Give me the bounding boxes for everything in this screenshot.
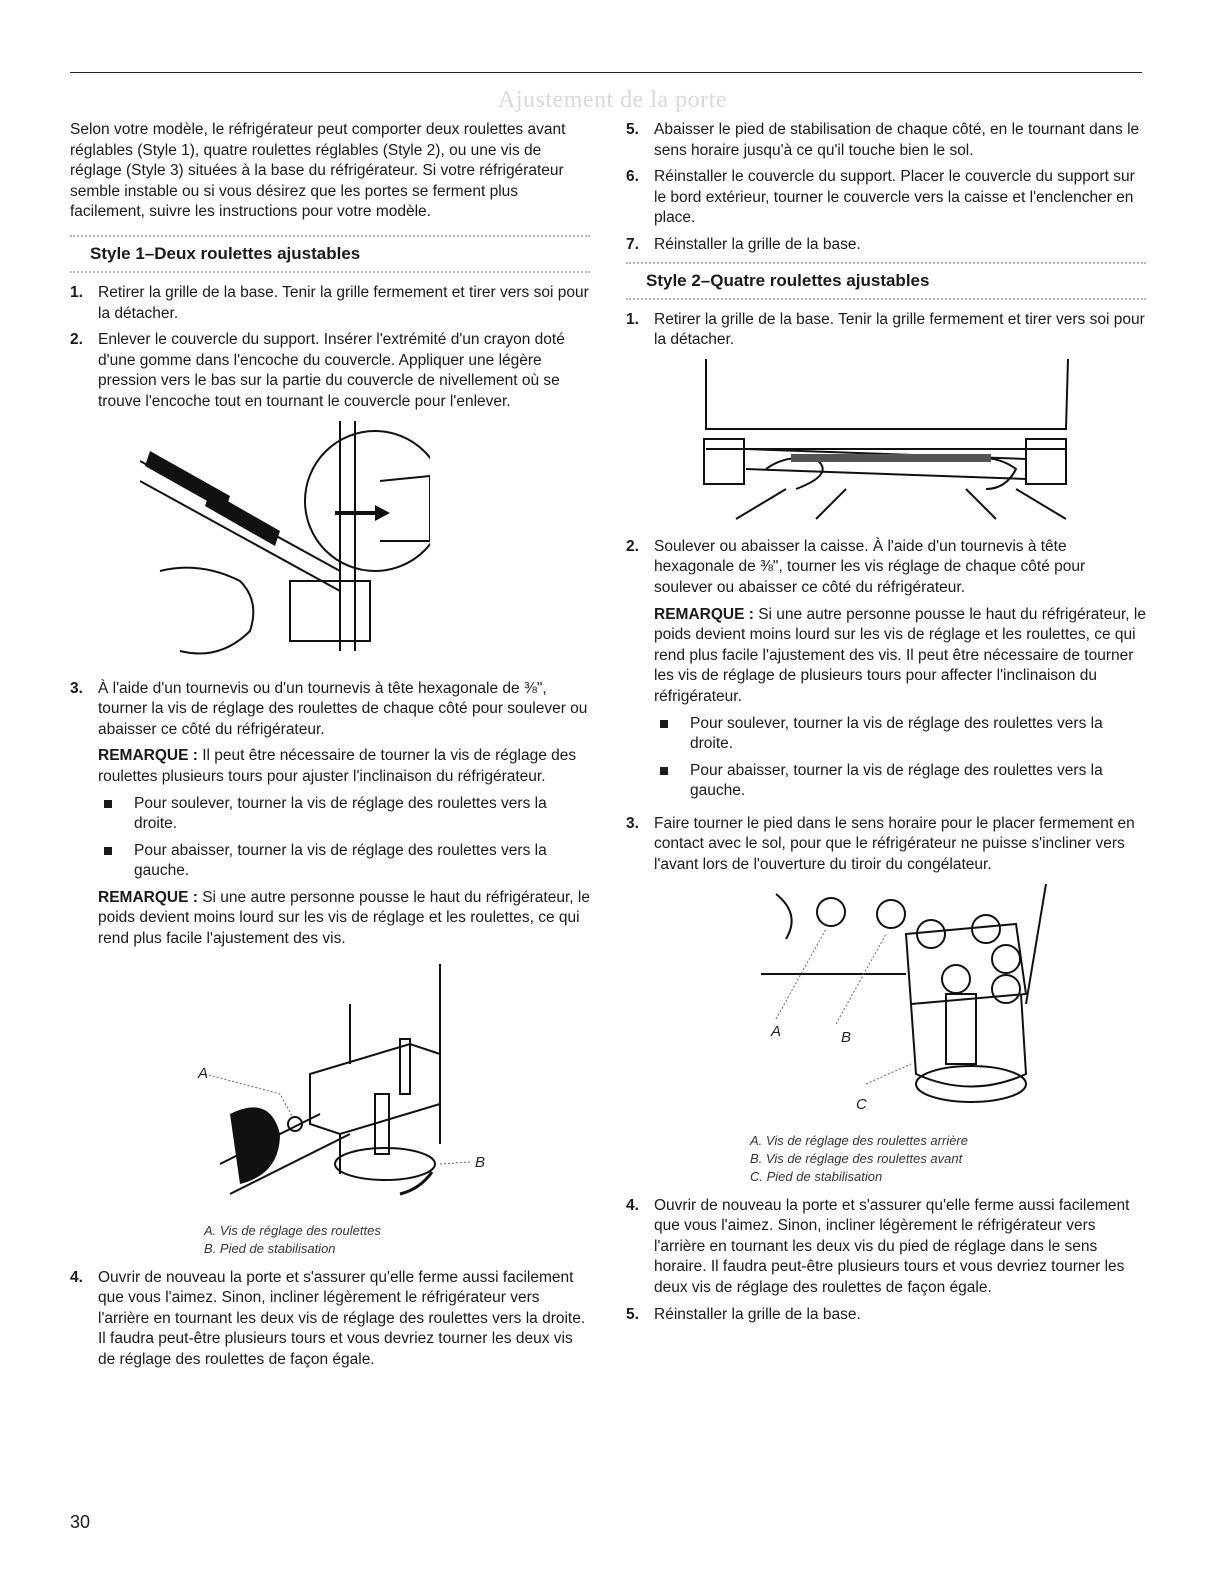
step-number: 2. <box>70 331 83 349</box>
caption-line: C. Pied de stabilisation <box>750 1168 883 1184</box>
note-label: REMARQUE : <box>98 888 198 906</box>
note-text: Si une autre personne pousse le haut du réfrigérateur, le poids devient moins lourd sur les vis de réglage et les roulettes, ce qui rend plus facile l'ajustement des vis. <box>98 888 590 948</box>
figure-label-a: A <box>771 1022 782 1040</box>
step-text: À l'aide d'un tournevis ou d'un tournevis à tête hexagonale de ⅜", tourner la vis de réglage des roulettes de chaque côté pour soulever ou abaisser ce côté du réfrigérateur. <box>98 679 588 738</box>
base-grille-illustration <box>696 359 1076 529</box>
step-text: Réinstaller la grille de la base. <box>654 1305 861 1323</box>
step-number: 5. <box>626 121 639 138</box>
note <box>98 746 590 787</box>
figure-label-c: C <box>856 1095 867 1113</box>
step-7 <box>626 235 1146 256</box>
figure-caption <box>750 1132 1050 1186</box>
bullet-square-icon <box>104 847 112 855</box>
page-title: Ajustement de la porte <box>498 87 727 113</box>
roller-screw-illustration <box>170 964 500 1214</box>
step-number: 7. <box>626 235 639 253</box>
style2-step-4 <box>626 1196 1146 1299</box>
step-text: Retirer la grille de la base. Tenir la grille fermement et tirer vers soi pour la détacher. <box>98 283 589 322</box>
intro-paragraph: Selon votre modèle, le réfrigérateur peut comporter deux roulettes avant réglables (Style 1), quatre roulettes réglables (Style 2), ou une vis de réglage (Style 3) situées à la base du réfrigérateur. Si votre réfrigérateur semble instable ou si vous désirez que les portes se ferment plus facilement, suivre les instructions pour votre modèle. <box>70 121 566 221</box>
note-text: Il peut être nécessaire de tourner la vis de réglage des roulettes plusieurs tours pour ajuster l'inclinaison du réfrigérateur. <box>98 747 577 785</box>
note-label: REMARQUE : <box>98 747 198 765</box>
bullet-square-icon <box>660 720 668 728</box>
step-text: Retirer la grille de la base. Tenir la grille fermement et tirer vers soi pour la détacher. <box>654 310 1145 349</box>
stabilizing-foot-illustration <box>726 884 1066 1124</box>
step-number: 2. <box>626 537 639 555</box>
step-number: 1. <box>626 310 639 328</box>
caption-line: A. Vis de réglage des roulettes arrière <box>750 1132 968 1148</box>
style2-step-1 <box>626 310 1146 351</box>
bullet-item <box>660 714 1146 755</box>
bullet-item <box>104 841 590 882</box>
bullet-text: Pour abaisser, tourner la vis de réglage des roulettes vers la gauche. <box>134 841 547 880</box>
style2-step-2 <box>626 537 1146 808</box>
left-column <box>70 120 590 1377</box>
step-2 <box>70 330 590 412</box>
step-text: Réinstaller la grille de la base. <box>654 235 861 253</box>
figure-caption <box>204 1222 484 1258</box>
step-number: 3. <box>70 679 83 697</box>
step-1 <box>70 283 590 324</box>
step-number: 4. <box>70 1268 83 1286</box>
step-number: 6. <box>626 168 639 186</box>
caption-line: B. Pied de stabilisation <box>204 1240 336 1256</box>
step-text: Ouvrir de nouveau la porte et s'assurer qu'elle ferme aussi facilement que vous l'aimez. Sinon, incliner légèrement le réfrigérateur vers l'arrière en tournant les deux vis de réglage des roulettes vers la droite. Il faudra peut-être plusieurs tours et vous devriez tourner les deux vis de réglage des roulettes de façon égale. <box>98 1268 586 1369</box>
figure-label-a: A <box>198 1064 209 1082</box>
step-text: Abaisser le pied de stabilisation de chaque côté, en le tournant dans le sens horaire jusqu'à ce qu'il touche bien le sol. <box>654 121 1140 159</box>
top-rule <box>70 72 1142 73</box>
bullet-item <box>660 761 1146 802</box>
cover-removal-illustration <box>140 421 430 671</box>
step-text: Faire tourner le pied dans le sens horaire pour le placer fermement en contact avec le sol, pour que le réfrigérateur ne puisse s'incliner vers l'avant lors de l'ouverture du tiroir du congélateur. <box>654 814 1135 874</box>
note <box>98 888 590 950</box>
section-heading-style2: Style 2–Quatre roulettes ajustables <box>626 262 1146 300</box>
step-3 <box>70 679 590 956</box>
step-text: Réinstaller le couvercle du support. Placer le couvercle du support sur le bord extérieur, tourner le couvercle vers la caisse et l'enclencher en place. <box>654 168 1135 227</box>
caption-line: B. Vis de réglage des roulettes avant <box>750 1150 963 1166</box>
note-text: Si une autre personne pousse le haut du réfrigérateur, le poids devient moins lourd sur les vis de réglage et les roulettes, ce qui rend plus facile l'ajustement des vis. Il peut être nécessaire de tourner les vis de réglage de plusieurs tours pour affecter l'inclinaison du réfrigérateur. <box>654 605 1146 705</box>
step-number: 1. <box>70 283 83 301</box>
bullet-square-icon <box>660 767 668 775</box>
bullet-text: Pour soulever, tourner la vis de réglage des roulettes vers la droite. <box>134 794 547 833</box>
right-column <box>626 120 1146 1331</box>
caption-line: A. Vis de réglage des roulettes <box>204 1222 381 1238</box>
step-text: Soulever ou abaisser la caisse. À l'aide d'un tournevis à tête hexagonale de ⅜", tourner les vis réglage de chaque côté pour soulever ou abaisser ce côté du réfrigérateur. <box>654 537 1086 596</box>
step-text: Ouvrir de nouveau la porte et s'assurer qu'elle ferme aussi facilement que vous l'aimez. Sinon, incliner légèrement le réfrigérateur vers l'arrière en tournant les deux vis du pied de réglage dans le sens horaire. Il faudra peut-être plusieurs tours et vous devriez tourner les deux vis de réglage des roulettes de façon égale. <box>654 1196 1130 1297</box>
bullet-text: Pour soulever, tourner la vis de réglage des roulettes vers la droite. <box>690 714 1103 753</box>
bullet-item <box>104 794 590 835</box>
step-number: 3. <box>626 814 639 832</box>
style2-step-3 <box>626 814 1146 876</box>
step-4 <box>70 1268 590 1371</box>
page-number: 30 <box>70 1512 91 1532</box>
note <box>654 605 1146 708</box>
bullet-text: Pour abaisser, tourner la vis de réglage des roulettes vers la gauche. <box>690 761 1103 800</box>
step-number: 5. <box>626 1305 639 1323</box>
style2-step-5 <box>626 1305 1146 1326</box>
section-heading-style1: Style 1–Deux roulettes ajustables <box>70 235 590 273</box>
step-5 <box>626 120 1146 161</box>
figure-label-b: B <box>475 1153 486 1171</box>
step-number: 4. <box>626 1196 639 1214</box>
step-text: Enlever le couvercle du support. Insérer l'extrémité d'un crayon doté d'une gomme dans l'encoche du couvercle. Appliquer une légère pression vers le bas sur la partie du couvercle de nivellement où se trouve l'encoche tout en tournant le couvercle pour l'enlever. <box>98 331 565 410</box>
step-6 <box>626 167 1146 229</box>
note-label: REMARQUE : <box>654 605 754 623</box>
figure-label-b: B <box>841 1028 852 1046</box>
bullet-square-icon <box>104 800 112 808</box>
